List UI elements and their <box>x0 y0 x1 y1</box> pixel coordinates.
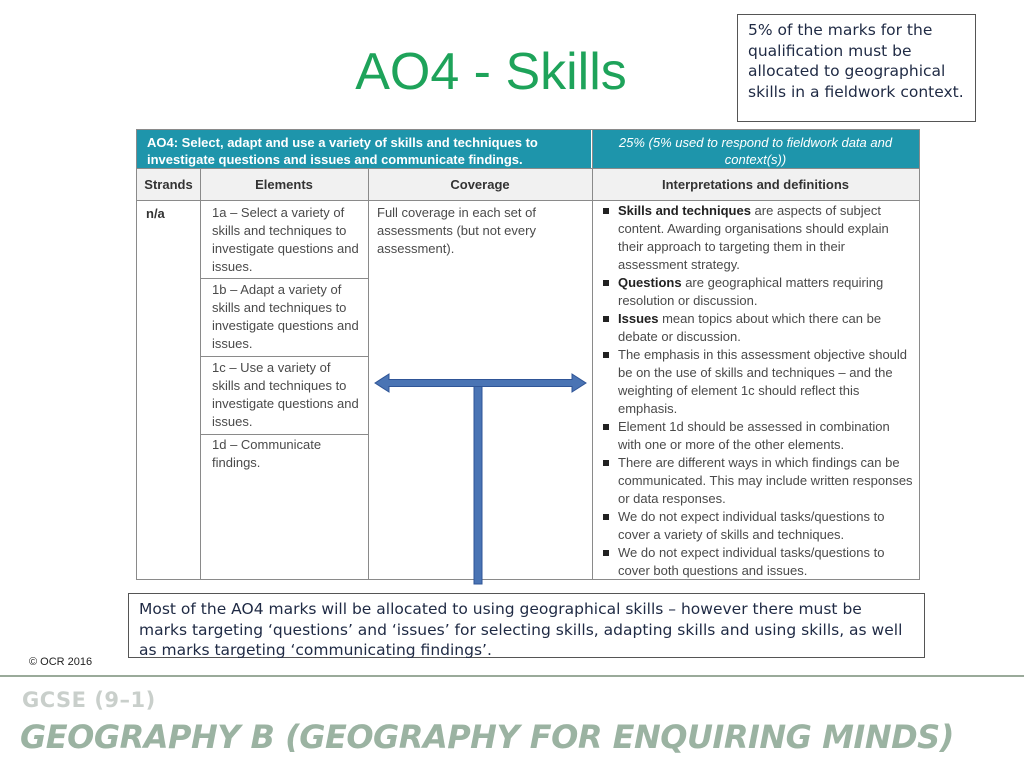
definitions-list <box>602 202 914 580</box>
footer-subject-title: GEOGRAPHY B (GEOGRAPHY FOR ENQUIRING MINDS) <box>20 718 954 756</box>
slide-title: AO4 - Skills <box>355 43 627 101</box>
column-header-coverage: Coverage <box>450 177 510 192</box>
copyright-text: © OCR 2016 <box>29 656 93 668</box>
column-divider <box>592 130 593 579</box>
element-1a: 1a – Select a variety of skills and techniques to investigate questions and issues. <box>212 205 359 274</box>
column-header-definitions: Interpretations and definitions <box>661 177 850 192</box>
table-column-headers <box>137 168 919 201</box>
strand-value: n/a <box>146 206 165 221</box>
element-divider <box>200 434 368 435</box>
element-1d: 1d – Communicate findings. <box>212 437 322 470</box>
table-header-weighting: 25% (5% used to respond to fieldwork data and context(s)) <box>618 135 893 167</box>
definition-item: Issues mean topics about which there can be debate or discussion. <box>602 310 914 346</box>
table-header-objective: AO4: Select, adapt and use a variety of skills and techniques to investigate questions and issues and communicate findings. <box>137 130 592 168</box>
column-header-strands: Strands <box>144 177 193 192</box>
column-header-elements: Elements <box>255 177 313 192</box>
skills-marks-note: Most of the AO4 marks will be allocated to using geographical skills – however there must be marks targeting ‘questions’ and ‘issues’ for selecting skills, adapting skills and using skills, as well as marks targeting ‘communicating findings’. <box>128 593 925 658</box>
definition-item: Element 1d should be assessed in combination with one or more of the other elements. <box>602 418 914 454</box>
coverage-text: Full coverage in each set of assessments (but not every assessment). <box>377 205 536 256</box>
element-divider <box>200 278 368 279</box>
element-1b: 1b – Adapt a variety of skills and techniques to investigate questions and issues. <box>212 282 359 351</box>
element-divider <box>200 356 368 357</box>
column-divider <box>200 168 201 579</box>
definition-item: Questions are geographical matters requiring resolution or discussion. <box>602 274 914 310</box>
definition-item: We do not expect individual tasks/questions to cover both questions and issues. <box>602 544 914 580</box>
definition-item: Skills and techniques are aspects of subject content. Awarding organisations should explain their approach to targeting them in their assessment strategy. <box>602 202 914 274</box>
column-divider <box>368 168 369 579</box>
element-1c: 1c – Use a variety of skills and techniques to investigate questions and issues. <box>212 360 359 429</box>
ao4-table <box>136 129 920 580</box>
footer-divider <box>0 675 1024 677</box>
fieldwork-note: 5% of the marks for the qualification must be allocated to geographical skills in a fieldwork context. <box>737 14 976 122</box>
definition-item: The emphasis in this assessment objective should be on the use of skills and techniques – and the weighting of element 1c should reflect this emphasis. <box>602 346 914 418</box>
definition-item: We do not expect individual tasks/questions to cover a variety of skills and techniques. <box>602 508 914 544</box>
footer-qualification: GCSE (9–1) <box>22 688 156 712</box>
definition-item: There are different ways in which findings can be communicated. This may include written responses or data responses. <box>602 454 914 508</box>
table-header-row <box>137 130 919 168</box>
